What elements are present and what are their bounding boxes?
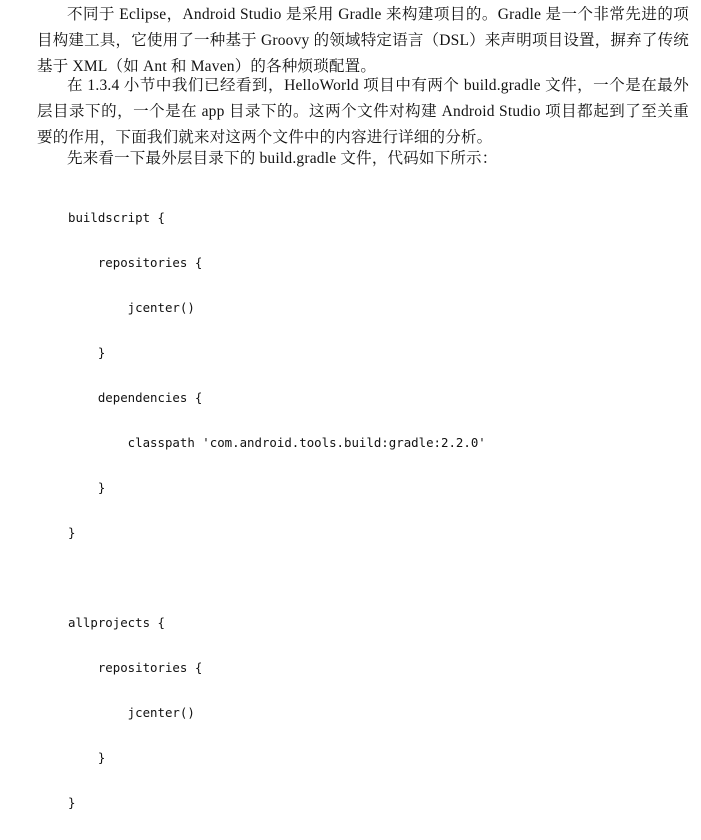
- code-line: repositories {: [68, 660, 203, 675]
- code-line: jcenter(): [68, 300, 195, 315]
- code-line: dependencies {: [68, 390, 203, 405]
- code-line: repositories {: [68, 255, 203, 270]
- code-line: buildscript {: [68, 210, 165, 225]
- code-line: jcenter(): [68, 705, 195, 720]
- code-line: }: [68, 345, 106, 360]
- paragraph-code-intro: 先来看一下最外层目录下的 build.gradle 文件，代码如下所示：: [67, 150, 498, 167]
- code-line: [68, 570, 486, 585]
- paragraph-gradle-intro: 不同于 Eclipse，Android Studio 是采用 Gradle 来构建项目的。Gradle 是一个非常先进的项目构建工具，它使用了一种基于 Groovy 的领域特定语言（DSL）来声明项目设置，摒弃了传统基于 XML（如 Ant 和 Maven）的各种烦琐配置。: [37, 6, 689, 75]
- code-line: }: [68, 525, 76, 540]
- code-line: }: [68, 480, 106, 495]
- code-block: [68, 180, 486, 840]
- code-line: }: [68, 795, 76, 810]
- paragraph-build-files: 在 1.3.4 小节中我们已经看到，HelloWorld 项目中有两个 build.gradle 文件，一个是在最外层目录下的，一个是在 app 目录下的。这两个文件对构建 Android Studio 项目都起到了至关重要的作用，下面我们就来对这两个文件中的内容进行详细的分析。: [37, 77, 689, 146]
- code-line: classpath 'com.android.tools.build:gradle:2.2.0': [68, 435, 486, 450]
- code-line: }: [68, 750, 106, 765]
- code-line: allprojects {: [68, 615, 165, 630]
